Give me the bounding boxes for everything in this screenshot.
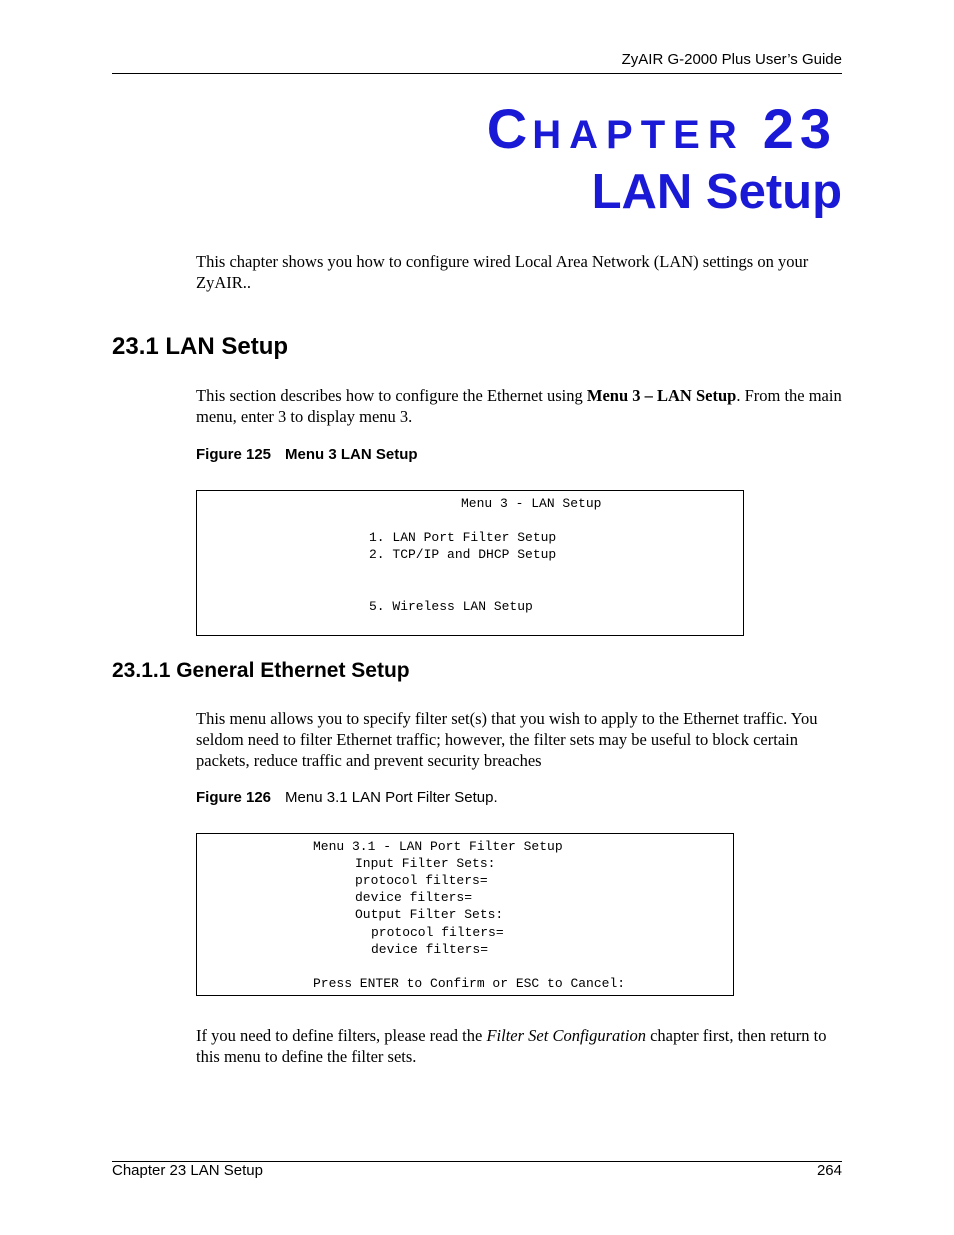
figure-title: Menu 3.1 LAN Port Filter Setup. [285, 789, 498, 806]
chapter-title: LAN Setup [591, 165, 842, 219]
paragraph-text: If you need to define filters, please read the [196, 1026, 487, 1045]
menu-screen-box [196, 490, 744, 636]
screen-line: Menu 3 - LAN Setup [461, 496, 602, 511]
screen-line: Input Filter Sets: [355, 856, 496, 871]
chapter-word-rest: HAPTER [532, 113, 745, 157]
screen-line: 5. Wireless LAN Setup [369, 599, 533, 614]
paragraph-text: This section describes how to configure the Ethernet using [196, 386, 587, 405]
screen-line: Menu 3.1 - LAN Port Filter Setup [313, 839, 563, 854]
figure-caption [196, 446, 418, 463]
figure-title: Menu 3 LAN Setup [285, 446, 418, 463]
screen-line: Press ENTER to Confirm or ESC to Cancel: [313, 976, 626, 991]
chapter-number: 23 [762, 97, 837, 160]
screen-line: device filters= [371, 942, 489, 957]
paragraph-text: . From the main menu, enter 3 to display menu 3. [196, 386, 842, 426]
intro-paragraph: This chapter shows you how to configure wired Local Area Network (LAN) settings on your ZyAIR.. [196, 252, 809, 292]
figure-caption [196, 789, 498, 806]
figure-label: Figure 126 [196, 789, 272, 806]
screen-line: device filters= [355, 890, 473, 905]
chapter-heading [487, 96, 837, 161]
header-rule [112, 73, 842, 74]
running-header: ZyAIR G-2000 Plus User’s Guide [621, 51, 842, 68]
footer-page-number: 264 [816, 1162, 842, 1179]
section-heading: 23.1 LAN Setup [112, 333, 289, 360]
screen-line: Output Filter Sets: [355, 907, 504, 922]
menu-screen-box [196, 833, 734, 996]
paragraph-text: chapter first, then return to this menu to define the filter sets. [196, 1026, 827, 1066]
section-paragraph [196, 385, 844, 427]
figure-label: Figure 125 [196, 446, 272, 463]
screen-line: protocol filters= [371, 925, 504, 940]
subsection-paragraph: This menu allows you to specify filter set(s) that you wish to apply to the Ethernet traffic. You seldom need to filter Ethernet traffic; however, the filter sets may be useful to block certain packets, reduce traffic and prevent security breaches [196, 709, 818, 770]
footer-chapter-label: Chapter 23 LAN Setup [112, 1162, 263, 1179]
screen-line: 1. LAN Port Filter Setup [369, 530, 557, 545]
chapter-reference-italic: Filter Set Configuration [486, 1026, 646, 1045]
screen-line: protocol filters= [355, 873, 488, 888]
subsection-heading: 23.1.1 General Ethernet Setup [112, 659, 410, 682]
screen-line: 2. TCP/IP and DHCP Setup [369, 547, 557, 562]
menu-name-bold: Menu 3 – LAN Setup [586, 386, 737, 405]
closing-paragraph [196, 1025, 844, 1067]
chapter-word-initial: C [486, 97, 533, 160]
